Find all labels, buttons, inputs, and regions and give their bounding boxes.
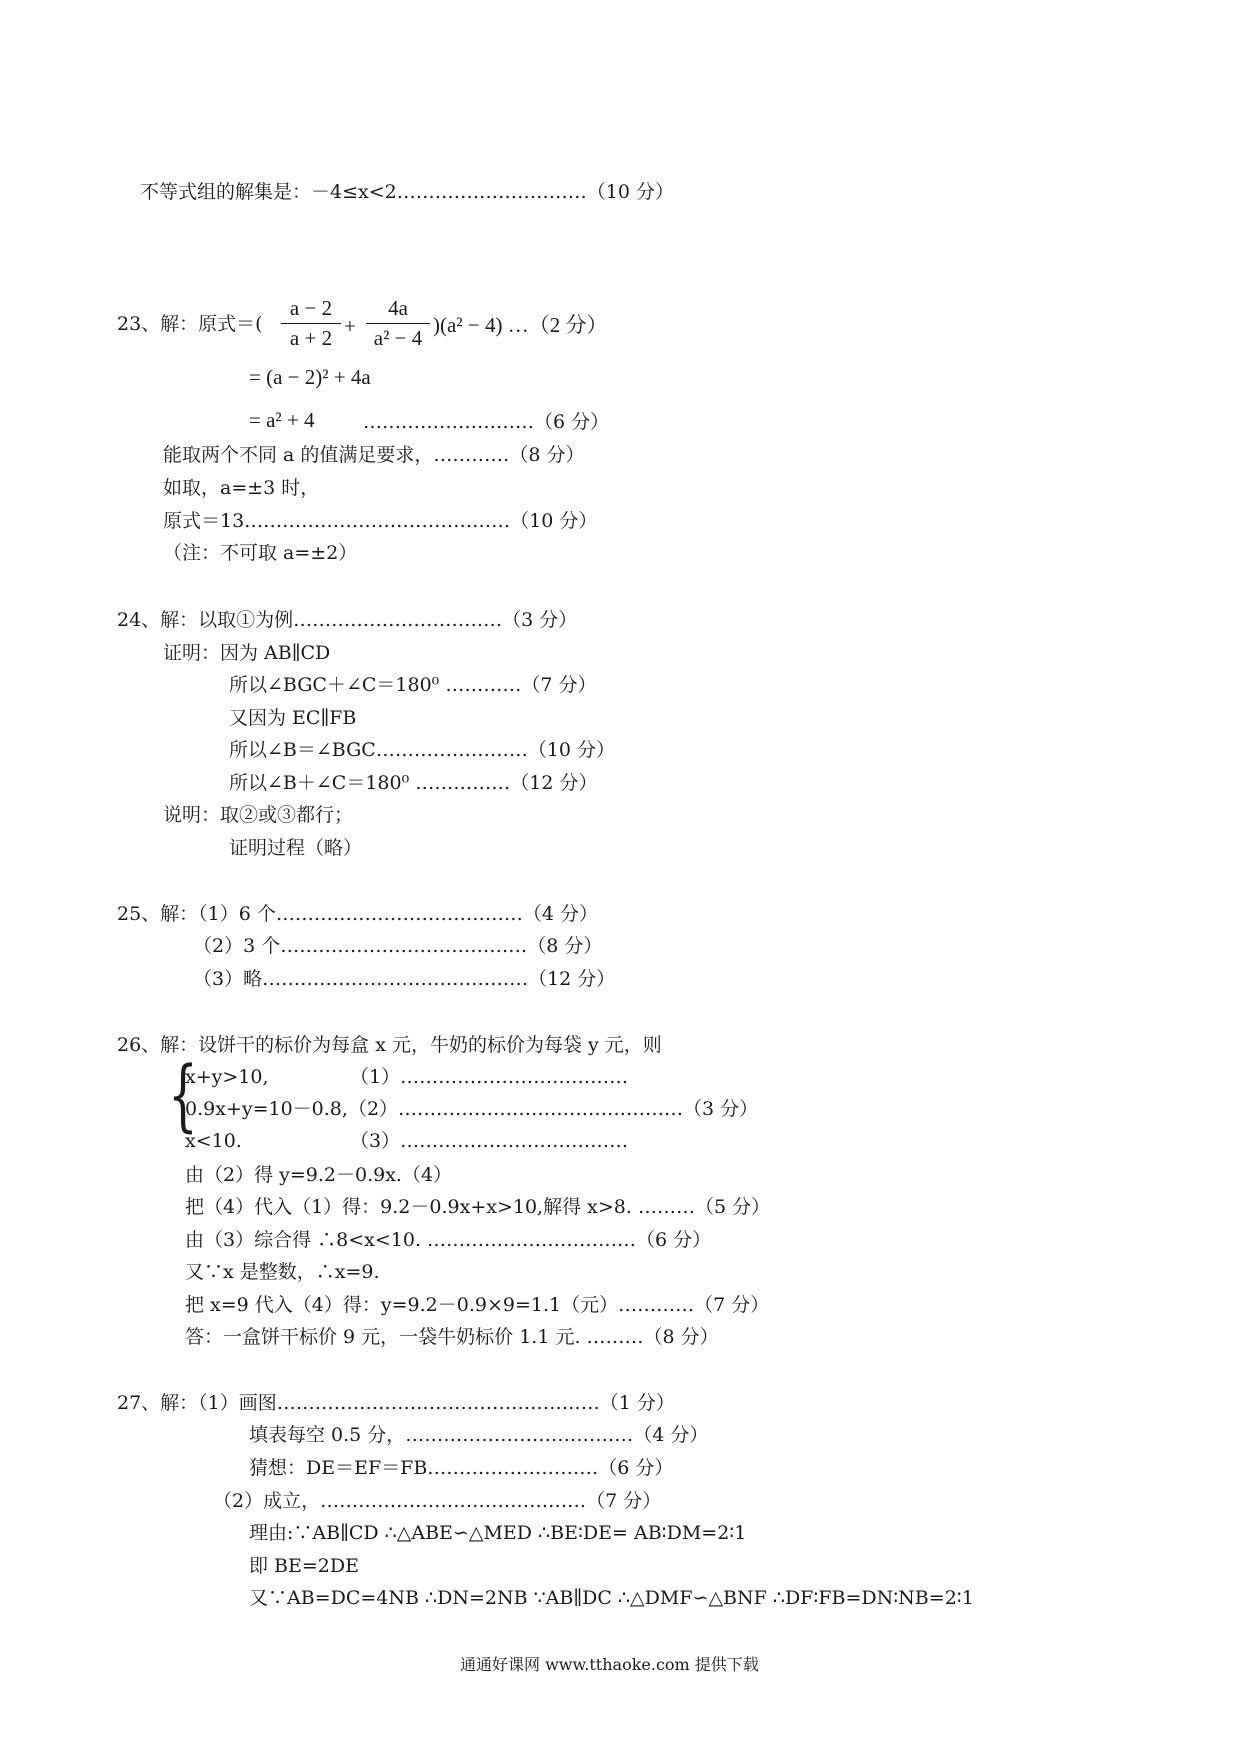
p27-line-2: 填表每空 0.5 分，………………………………（4 分） <box>249 1424 709 1446</box>
page-footer: 通通好课网 www.tthaoke.com 提供下载 <box>460 1655 759 1674</box>
inequality-solution-line: 不等式组的解集是：－4≤x<2…………………………（10 分） <box>140 181 674 203</box>
p27-line-1: 27、解：（1）画图……………………………………………（1 分） <box>117 1392 675 1414</box>
p25-line-1: 25、解：（1）6 个…………………………………（4 分） <box>117 903 599 925</box>
p26-line-8: 又∵x 是整数，∴x=9. <box>185 1261 380 1283</box>
p23-plus: + <box>344 314 356 338</box>
p23-fraction-2-num: 4a <box>366 296 430 324</box>
p27-line-7: 又∵AB=DC=4NB ∴DN=2NB ∵AB∥DC ∴△DMF∽△BNF ∴DF∶FB=DN∶NB=2∶1 <box>249 1587 974 1609</box>
p23-line-5: 如取，a=±3 时， <box>163 477 320 499</box>
p26-system-eq-3: x<10. <box>185 1130 242 1152</box>
p23-fraction-1 <box>281 296 341 351</box>
p23-head: 23、解：原式＝( <box>117 313 263 335</box>
p26-line-7: 由（3）综合得 ∴8<x<10. ……………………………（6 分） <box>185 1229 712 1251</box>
p26-line-10: 答：一盒饼干标价 9 元，一袋牛奶标价 1.1 元. ………（8 分） <box>185 1326 719 1348</box>
p23-note: （注：不可取 a=±2） <box>163 542 358 564</box>
p23-fraction-1-den: a + 2 <box>289 326 333 350</box>
p23-fraction-1-num: a − 2 <box>281 296 341 324</box>
p24-line-1: 24、解：以取①为例……………………………（3 分） <box>117 609 578 631</box>
p23-step-2: = (a − 2)² + 4a <box>249 365 371 389</box>
p24-line-4: 又因为 EC∥FB <box>229 707 357 729</box>
p23-line-6: 原式＝13……………………………………（10 分） <box>163 510 598 532</box>
p26-system-eq-1-num: （1）……………………………… <box>350 1066 629 1088</box>
system-brace: { <box>168 1051 198 1141</box>
p23-fraction-2-den: a² − 4 <box>373 326 423 350</box>
p26-system-eq-3-num: （3）……………………………… <box>350 1130 629 1152</box>
p25-line-3: （3）略……………………………………（12 分） <box>193 968 616 990</box>
p26-line-1: 26、解：设饼干的标价为每盒 x 元，牛奶的标价为每袋 y 元，则 <box>117 1034 662 1056</box>
p24-line-2: 证明：因为 AB∥CD <box>163 642 331 664</box>
p24-line-3: 所以∠BGC＋∠C＝180⁰ …………（7 分） <box>229 674 597 696</box>
p26-system-eq-2: 0.9x+y=10－0.8,（2）………………………………………（3 分） <box>185 1098 759 1120</box>
p27-line-5: 理由:∵AB∥CD ∴△ABE∽△MED ∴BE∶DE= AB∶DM=2∶1 <box>249 1522 747 1544</box>
p23-step-3: = a² + 4 <box>249 408 315 432</box>
p24-line-8: 证明过程（略） <box>229 837 363 859</box>
p27-line-6: 即 BE=2DE <box>249 1555 359 1577</box>
p26-system-eq-1: x+y>10, <box>185 1066 269 1088</box>
p27-line-3: 猜想：DE＝EF＝FB………………………（6 分） <box>249 1457 674 1479</box>
p26-line-9: 把 x=9 代入（4）得：y=9.2－0.9×9=1.1（元）…………（7 分） <box>185 1294 770 1316</box>
p23-step-3-score: ………………………（6 分） <box>363 411 610 433</box>
p24-line-7: 说明：取②或③都行； <box>163 804 354 826</box>
p23-fraction-2 <box>366 296 430 351</box>
p26-line-6: 把（4）代入（1）得：9.2－0.9x+x>10,解得 x>8. ………（5 分） <box>185 1196 771 1218</box>
p25-line-2: （2）3 个…………………………………（8 分） <box>193 935 603 957</box>
p23-line-4: 能取两个不同 a 的值满足要求，…………（8 分） <box>163 444 585 466</box>
p24-line-6: 所以∠B＋∠C＝180⁰ ……………（12 分） <box>229 772 598 794</box>
p27-line-4: （2）成立，……………………………………（7 分） <box>213 1490 662 1512</box>
p23-tail: )(a² − 4) …（2 分） <box>433 313 608 337</box>
p24-line-5: 所以∠B＝∠BGC……………………（10 分） <box>229 739 616 761</box>
p26-line-5: 由（2）得 y=9.2－0.9x.（4） <box>185 1164 453 1186</box>
